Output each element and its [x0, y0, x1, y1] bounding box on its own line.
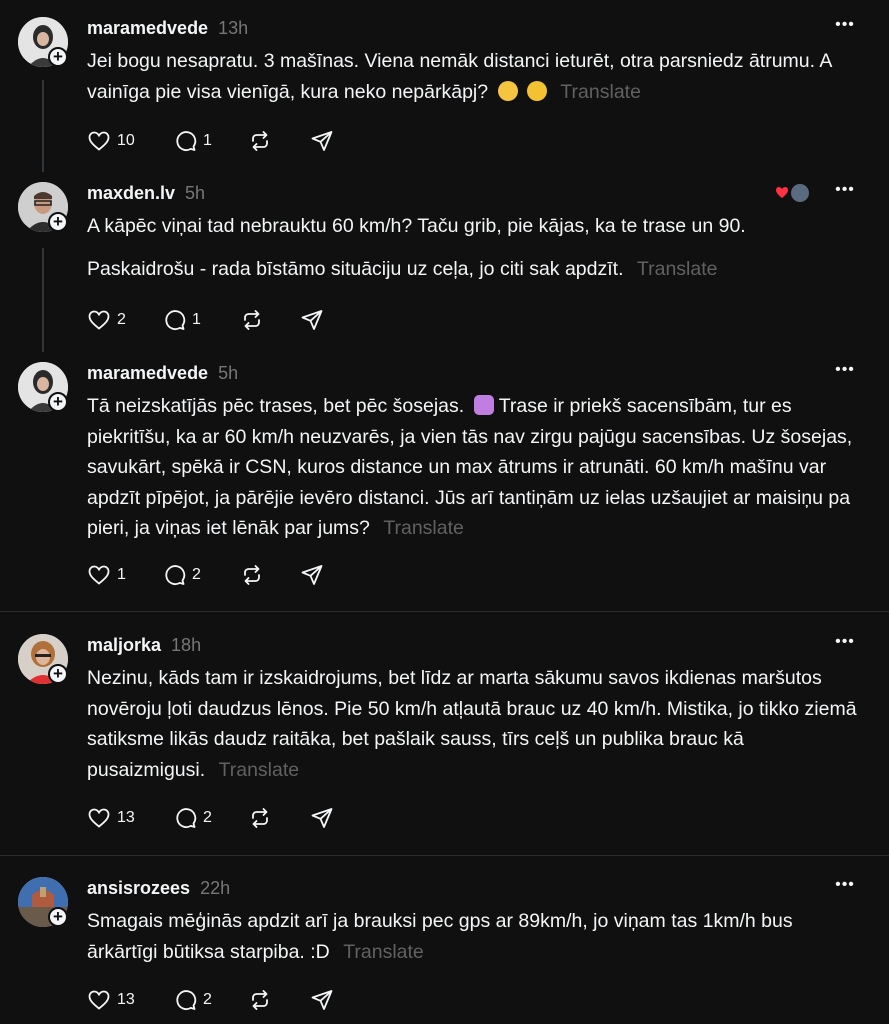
thread-connector: [42, 248, 44, 352]
translate-link[interactable]: Translate: [343, 940, 424, 963]
repost-icon: [248, 806, 272, 830]
share-button[interactable]: [300, 305, 324, 335]
repost-button[interactable]: [248, 985, 272, 1015]
like-button[interactable]: [87, 985, 135, 1015]
comment-icon: [162, 308, 186, 332]
more-icon[interactable]: •••: [835, 181, 855, 198]
more-icon[interactable]: •••: [835, 633, 855, 650]
reply-button[interactable]: [162, 305, 201, 335]
post-body: [87, 663, 867, 785]
like-button[interactable]: [87, 305, 126, 335]
heart-icon: [87, 988, 111, 1012]
avatar[interactable]: [18, 362, 68, 412]
timestamp: 18h: [171, 635, 202, 655]
eye-roll-icon: [527, 81, 547, 101]
comment-icon: [173, 806, 197, 830]
post-text: Nezinu, kāds tam ir izskaidrojums, bet līdz ar marta sākumu savos ikdienas maršutos novēroju ļoti daudzus lēnos. Pie 50 km/h atļautā brauc uz 40 km/h. Mistika, jo tikko ziemā satiksme likās daudz raitāka, bet pašlaik sauss, tīrs ceļš un publika brauc kā pusaizmigusi.: [87, 667, 857, 781]
heart-icon: [87, 308, 111, 332]
post-text: Tā neizskatījās pēc trases, bet pēc šosejas.: [87, 395, 465, 417]
avatar[interactable]: [18, 17, 68, 67]
more-icon[interactable]: •••: [835, 16, 855, 33]
username[interactable]: maxden.lv: [87, 183, 176, 203]
like-button[interactable]: [87, 803, 135, 833]
divider: [0, 611, 889, 612]
repost-icon: [248, 129, 272, 153]
like-count: 1: [117, 566, 126, 583]
liked-by-avatars: [776, 181, 810, 205]
reply-button[interactable]: [162, 560, 201, 590]
comment-icon: [173, 129, 197, 153]
post-text: Trase ir priekš sacensībām, tur es piekritīšu, ka ar 60 km/h neuzvarēs, ja vien tās nav zirgu pajūgu sacensības. Uz šosejas, savukārt, spēkā ir CSN, kuros distance un max ātrums ir atrunāti. 60 km/h mašīnu var apdzīt pīpējot, ja pārējie ievēro distanci. Jūs arī tantiņām uz ielas uzšaujiet ar maisiņu pa pieri, ja viņas iet lēnāk par jums?: [87, 395, 853, 539]
like-count: 13: [117, 809, 135, 826]
like-count: 13: [117, 991, 135, 1008]
follow-plus-icon[interactable]: +: [48, 47, 68, 67]
translate-link[interactable]: Translate: [383, 517, 464, 539]
more-icon[interactable]: •••: [835, 361, 855, 378]
share-icon: [310, 988, 334, 1012]
repost-button[interactable]: [248, 126, 272, 156]
follow-plus-icon[interactable]: +: [48, 212, 68, 232]
timestamp: 22h: [200, 878, 231, 898]
more-icon[interactable]: •••: [835, 876, 855, 893]
translate-link[interactable]: Translate: [636, 257, 718, 280]
post-text: Smagais mēģinās apdzit arī ja brauksi pec gps ar 89km/h, jo viņam tas 1km/h bus ārkārtīgi būtiksa starpiba. :D: [87, 910, 793, 963]
follow-plus-icon[interactable]: +: [48, 907, 68, 927]
reply-count: 1: [203, 132, 212, 149]
post-body: [87, 211, 867, 284]
repost-icon: [248, 988, 272, 1012]
heart-icon: [87, 806, 111, 830]
share-button[interactable]: [310, 126, 334, 156]
post-text: Paskaidrošu - rada bīstāmo situāciju uz ceļa, jo citi sak apdzīt.: [87, 257, 624, 280]
reply-count: 2: [203, 991, 212, 1008]
shrug-icon: [474, 395, 494, 415]
heart-icon: [87, 563, 111, 587]
reply-count: 2: [203, 809, 212, 826]
timestamp: 13h: [218, 18, 249, 38]
repost-icon: [240, 308, 264, 332]
follow-plus-icon[interactable]: +: [48, 664, 68, 684]
post-body: [87, 906, 867, 967]
comment-icon: [173, 988, 197, 1012]
repost-button[interactable]: [240, 560, 264, 590]
avatar[interactable]: [18, 877, 68, 927]
repost-icon: [240, 563, 264, 587]
repost-button[interactable]: [240, 305, 264, 335]
like-count: 10: [117, 132, 135, 149]
thinking-face-icon: [498, 81, 518, 101]
share-icon: [310, 806, 334, 830]
heart-icon: [87, 129, 111, 153]
reply-button[interactable]: [173, 803, 212, 833]
timestamp: 5h: [218, 363, 239, 383]
username[interactable]: maramedvede: [87, 363, 209, 383]
reply-button[interactable]: [173, 985, 212, 1015]
share-button[interactable]: [310, 985, 334, 1015]
reply-count: 2: [192, 566, 201, 583]
follow-plus-icon[interactable]: +: [48, 392, 68, 412]
share-icon: [310, 129, 334, 153]
reply-button[interactable]: [173, 126, 212, 156]
share-button[interactable]: [300, 560, 324, 590]
username[interactable]: maramedvede: [87, 18, 209, 38]
like-button[interactable]: [87, 560, 126, 590]
avatar[interactable]: [18, 182, 68, 232]
repost-button[interactable]: [248, 803, 272, 833]
share-button[interactable]: [310, 803, 334, 833]
like-count: 2: [117, 311, 126, 328]
translate-link[interactable]: Translate: [218, 758, 300, 781]
username[interactable]: ansisrozees: [87, 878, 191, 898]
thread-connector: [42, 80, 44, 172]
translate-link[interactable]: Translate: [560, 80, 641, 103]
timestamp: 5h: [185, 183, 206, 203]
post-text: A kāpēc viņai tad nebrauktu 60 km/h? Taču grib, pie kājas, ka te trase un 90.: [87, 215, 746, 237]
like-button[interactable]: [87, 126, 135, 156]
share-icon: [300, 563, 324, 587]
share-icon: [300, 308, 324, 332]
comment-icon: [162, 563, 186, 587]
post-text: Jei bogu nesapratu. 3 mašīnas. Viena nemāk distanci ieturēt, otra parsniedz ātrumu. A vainīga pie visa vienīgā, kura neko nepārkāpj?: [87, 50, 832, 103]
avatar[interactable]: [18, 634, 68, 684]
divider: [0, 855, 889, 856]
username[interactable]: maljorka: [87, 635, 162, 655]
reply-count: 1: [192, 311, 201, 328]
post-body: [87, 391, 867, 544]
post-body: [87, 46, 867, 107]
